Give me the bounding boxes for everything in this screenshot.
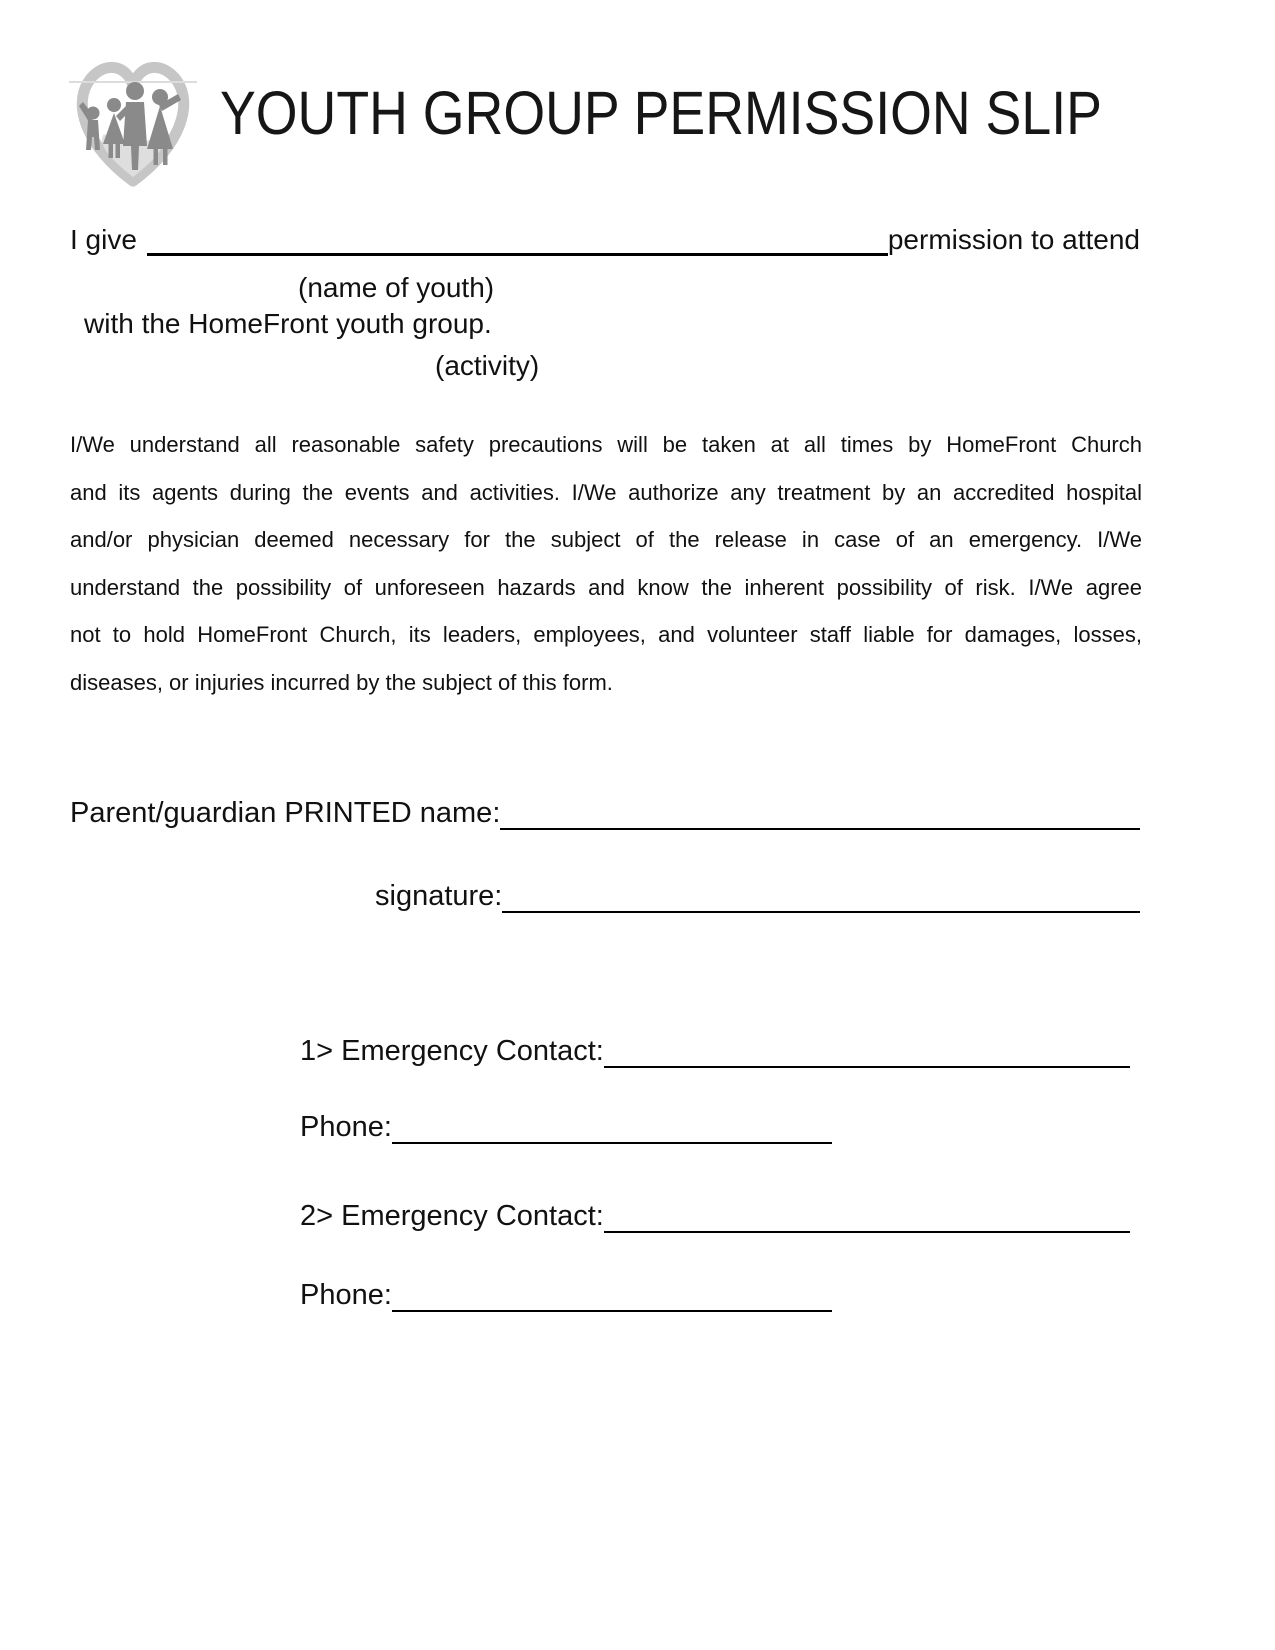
emergency-contact-2-line bbox=[70, 1200, 1140, 1233]
release-paragraph-line: I/We understand all reasonable safety precautions will be taken at all times by HomeFront Church bbox=[70, 432, 1142, 457]
name-of-youth-blank bbox=[147, 224, 888, 256]
printed-name-label: Parent/guardian PRINTED name: bbox=[70, 797, 501, 829]
release-paragraph-line: diseases, or injuries incurred by the subject of this form. bbox=[70, 669, 613, 695]
permission-to-attend-label: permission to attend bbox=[887, 224, 1140, 255]
name-of-youth-caption: (name of youth) bbox=[298, 272, 495, 303]
phone-2-blank bbox=[392, 1279, 832, 1312]
family-heart-logo-icon bbox=[68, 50, 198, 192]
phone-1-label: Phone: bbox=[300, 1111, 392, 1143]
release-paragraph-line: not to hold HomeFront Church, its leaders, employees, and volunteer staff liable for damages, losses, bbox=[70, 622, 1142, 647]
activity-line bbox=[70, 308, 1140, 340]
signature-label: signature: bbox=[375, 880, 503, 912]
phone-2-line bbox=[70, 1279, 1140, 1312]
emergency-contact-1-line bbox=[70, 1035, 1140, 1068]
signature-blank bbox=[502, 880, 1140, 913]
name-of-youth-line bbox=[70, 224, 1140, 256]
phone-2-label: Phone: bbox=[300, 1279, 392, 1311]
release-paragraph-line: and/or physician deemed necessary for the subject of the release in case of an emergency. I/We bbox=[70, 527, 1142, 552]
printed-name-line bbox=[70, 797, 1140, 830]
emergency-contact-2-label: 2> Emergency Contact: bbox=[300, 1200, 604, 1232]
release-paragraph bbox=[70, 421, 1142, 706]
release-paragraph-line: and its agents during the events and activities. I/We authorize any treatment by an accredited hospital bbox=[70, 479, 1142, 505]
release-paragraph-line: understand the possibility of unforeseen hazards and know the inherent possibility of risk. I/We agree bbox=[70, 574, 1142, 600]
printed-name-blank bbox=[500, 797, 1140, 830]
activity-caption: (activity) bbox=[435, 350, 540, 381]
phone-1-line bbox=[70, 1111, 1140, 1144]
give-label: I give bbox=[70, 224, 137, 255]
phone-1-blank bbox=[392, 1111, 832, 1144]
youth-group-label: with the HomeFront youth group. bbox=[84, 308, 492, 339]
signature-line bbox=[70, 880, 1140, 913]
page-title: YOUTH GROUP PERMISSION SLIP bbox=[220, 79, 1102, 147]
emergency-contact-1-blank bbox=[604, 1035, 1130, 1068]
emergency-contact-1-label: 1> Emergency Contact: bbox=[300, 1035, 604, 1067]
emergency-contact-2-blank bbox=[604, 1200, 1130, 1233]
